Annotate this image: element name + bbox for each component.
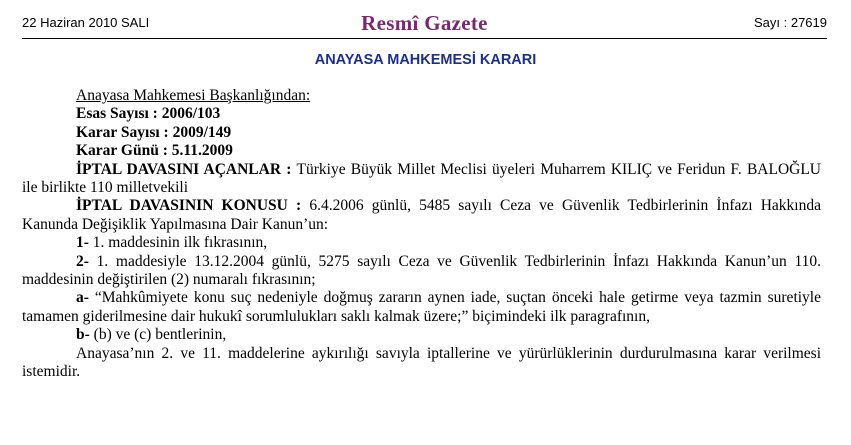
- list-item: [22, 326, 821, 344]
- gazette-header: [22, 8, 827, 39]
- item-marker: b-: [76, 326, 90, 344]
- karar-gunu-line: [22, 142, 821, 160]
- subject-label: İPTAL DAVASININ KONUSU :: [76, 197, 310, 215]
- item-text: “Mahkûmiyete konu suç nedeniyle doğmuş zararın aynen iade, suçtan önceki hale getirme veya tazmin suretiyle tamamen giderilmesine dair hukukî sorumlulukları saklı kalmak üzere;” biçimindeki ilk paragrafının,: [22, 289, 821, 325]
- decision-title: ANAYASA MAHKEMESİ KARARI: [314, 52, 537, 68]
- subject-paragraph: [22, 197, 821, 234]
- item-text: 1. maddesiyle 13.12.2004 günlü, 5275 sayılı Ceza ve Güvenlik Tedbirlerinin İnfazı Hakkında Kanun’un 110. maddesinin değiştirilen (2) numaralı fıkrasının;: [22, 252, 821, 289]
- item-marker: a-: [76, 289, 89, 307]
- presidency-line: [22, 87, 821, 105]
- item-text: (b) ve (c) bentlerinin,: [89, 326, 227, 344]
- karar-line: [22, 124, 821, 142]
- karar-label: Karar Sayısı :: [76, 123, 173, 141]
- list-item: [22, 234, 821, 252]
- item-text: 1. maddesinin ilk fıkrasının,: [88, 234, 268, 252]
- decision-body: [22, 87, 821, 382]
- karar-gunu-label: Karar Günü :: [76, 142, 172, 160]
- list-item: [22, 253, 821, 290]
- esas-line: [22, 105, 821, 123]
- issue-number: Sayı : 27619: [754, 15, 827, 30]
- issue-date: 22 Haziran 2010 SALI: [22, 15, 150, 30]
- esas-label: Esas Sayısı :: [76, 105, 162, 123]
- karar-value: 2009/149: [172, 123, 232, 141]
- karar-gunu-value: 5.11.2009: [171, 142, 233, 160]
- gazette-title: Resmî Gazete: [361, 11, 488, 35]
- applicants-paragraph: [22, 161, 821, 198]
- applicants-label: İPTAL DAVASINI AÇANLAR :: [76, 160, 297, 178]
- item-marker: 1-: [76, 234, 89, 252]
- applicants-text: Türkiye Büyük Millet Meclisi üyeleri Muharrem KILIÇ ve Feridun F. BALOĞLU ile birlikte 110 milletvekili: [22, 160, 821, 197]
- subject-text: 6.4.2006 günlü, 5485 sayılı Ceza ve Güvenlik Tedbirlerinin İnfazı Hakkında Kanunda Değişiklik Yapılmasına Dair Kanun’un:: [22, 197, 821, 233]
- esas-value: 2006/103: [161, 105, 221, 123]
- list-item: [22, 289, 821, 326]
- closing-paragraph: Anayasa’nın 2. ve 11. maddelerine aykırılığı savıyla iptallerine ve yürürlüklerinin durdurulmasına karar verilmesi istemidir.: [22, 344, 821, 381]
- presidency-text: Anayasa Mahkemesi Başkanlığından:: [76, 87, 311, 104]
- item-marker: 2-: [76, 252, 89, 270]
